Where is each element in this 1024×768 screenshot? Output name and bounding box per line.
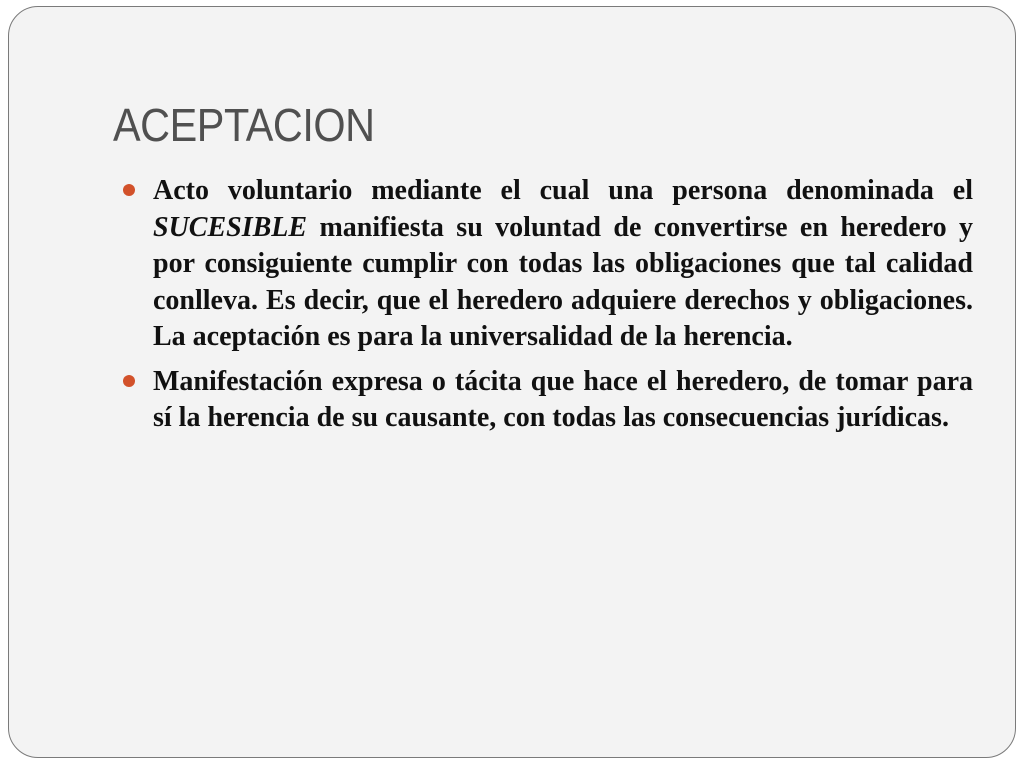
bullet-item xyxy=(121,364,973,437)
bullet-text-start: Manifestación expresa o tácita que hace el heredero, de tomar para sí la herencia de su causante, con todas las consecuencias jurídicas. xyxy=(153,365,973,433)
round-bullet-icon xyxy=(123,375,135,387)
bullet-text-end: manifiesta su voluntad de convertirse en heredero y por consiguiente cumplir con todas las obligaciones que tal calidad conlleva. Es decir, que el heredero adquiere derechos y obligaciones. La aceptación es para la universalidad de la herencia. xyxy=(153,211,973,352)
slide-title: ACEPTACION xyxy=(113,99,375,151)
bullet-emphasis: SUCESIBLE xyxy=(153,211,308,243)
slide-frame xyxy=(8,6,1016,758)
round-bullet-icon xyxy=(123,184,135,196)
bullet-list xyxy=(121,173,973,445)
bullet-text-start: Acto voluntario mediante el cual una persona denominada el xyxy=(153,175,973,206)
bullet-item xyxy=(121,173,973,356)
